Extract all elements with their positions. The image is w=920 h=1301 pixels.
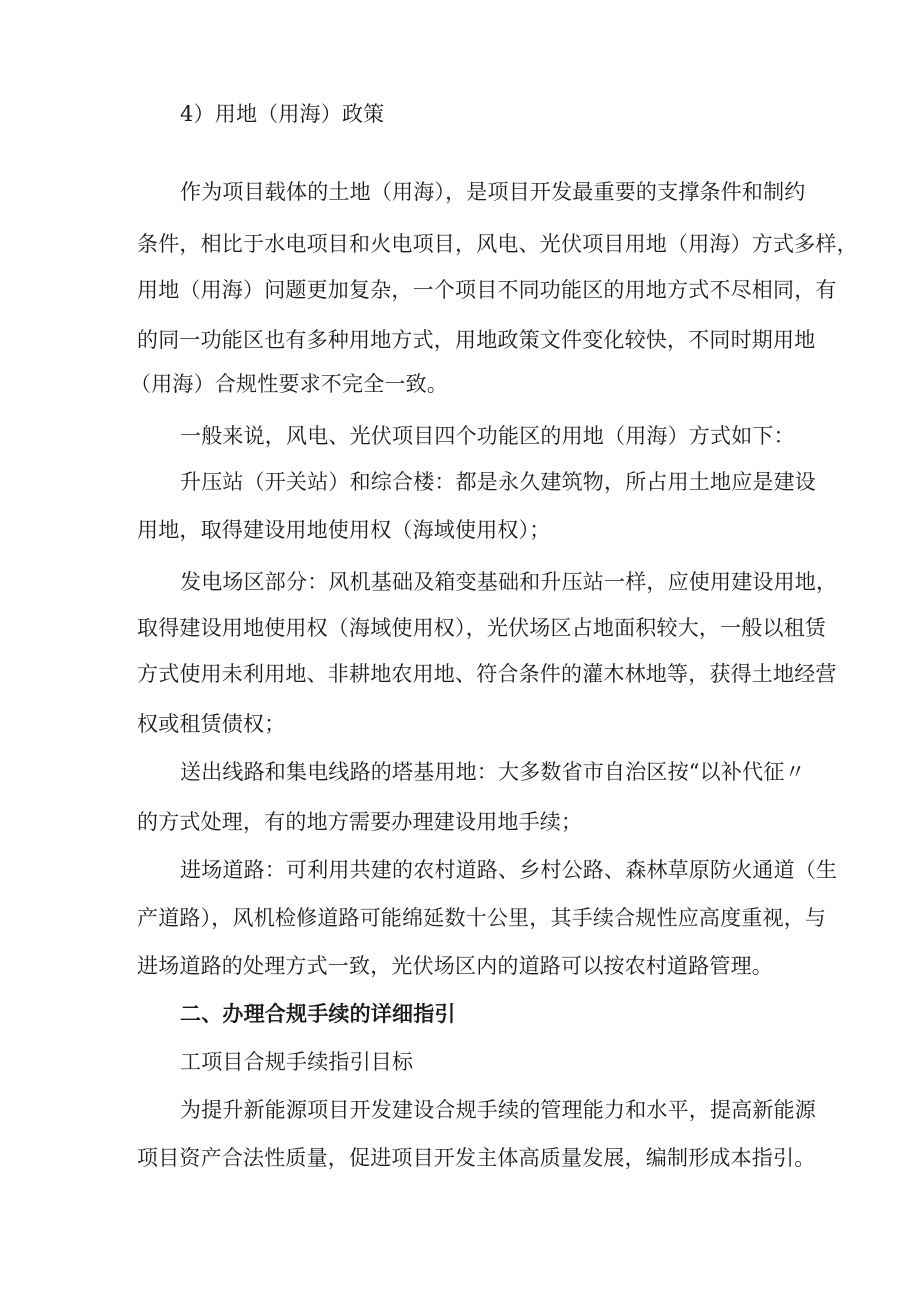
paragraph-line: 取得建设用地使用权（海域使用权），光伏场区占地面积较大，一般以租赁 xyxy=(137,616,827,640)
paragraph-line: 用地，取得建设用地使用权（海域使用权）； xyxy=(137,518,551,542)
paragraph-line: 的同一功能区也有多种用地方式，用地政策文件变化较快，不同时期用地 xyxy=(137,328,816,352)
paragraph-line: 产道路），风机检修道路可能绵延数十公里，其手续合规性应高度重视，与 xyxy=(137,906,827,930)
paragraph-line: 一般来说，风电、光伏项目四个功能区的用地（用海）方式如下： xyxy=(180,424,795,448)
section-heading: 二、办理合规手续的详细指引 xyxy=(180,1001,456,1026)
paragraph-line: 送出线路和集电线路的塔基用地：大多数省市自治区按“以补代征〃 xyxy=(180,760,806,784)
paragraph-line: 作为项目载体的土地（用海），是项目开发最重要的支撑条件和制约 xyxy=(180,180,806,204)
paragraph-line: 为提升新能源项目开发建设合规手续的管理能力和水平，提高新能源 xyxy=(180,1098,816,1122)
paragraph-line: 发电场区部分：风机基础及箱变基础和升压站一样，应使用建设用地， xyxy=(180,570,838,594)
paragraph-line: （用海）合规性要求不完全一致。 xyxy=(130,372,448,396)
paragraph-line: 权或租赁债权； xyxy=(137,712,286,736)
subheading-guideline-goal: 工项目合规手续指引目标 xyxy=(180,1050,414,1074)
paragraph-line: 用地（用海）问题更加复杂，一个项目不同功能区的用地方式不尽相同，有 xyxy=(137,278,837,302)
paragraph-line: 升压站（开关站）和综合楼：都是永久建筑物，所占用土地应是建设 xyxy=(180,470,816,494)
paragraph-line: 进场道路：可利用共建的农村道路、乡村公路、森林草原防火通道（生 xyxy=(180,858,838,882)
subheading-land-policy: 4）用地（用海）政策 xyxy=(180,102,385,126)
paragraph-line: 的方式处理，有的地方需要办理建设用地手续； xyxy=(137,810,583,834)
paragraph-line: 进场道路的处理方式一致，光伏场区内的道路可以按农村道路管理。 xyxy=(137,954,773,978)
paragraph-line: 方式使用未利用地、非耕地农用地、符合条件的灌木林地等，获得土地经营 xyxy=(137,662,837,686)
paragraph-line: 项目资产合法性质量，促进项目开发主体高质量发展，编制形成本指引。 xyxy=(137,1146,816,1170)
paragraph-line: 条件，相比于水电项目和火电项目，风电、光伏项目用地（用海）方式多样， xyxy=(137,232,858,256)
